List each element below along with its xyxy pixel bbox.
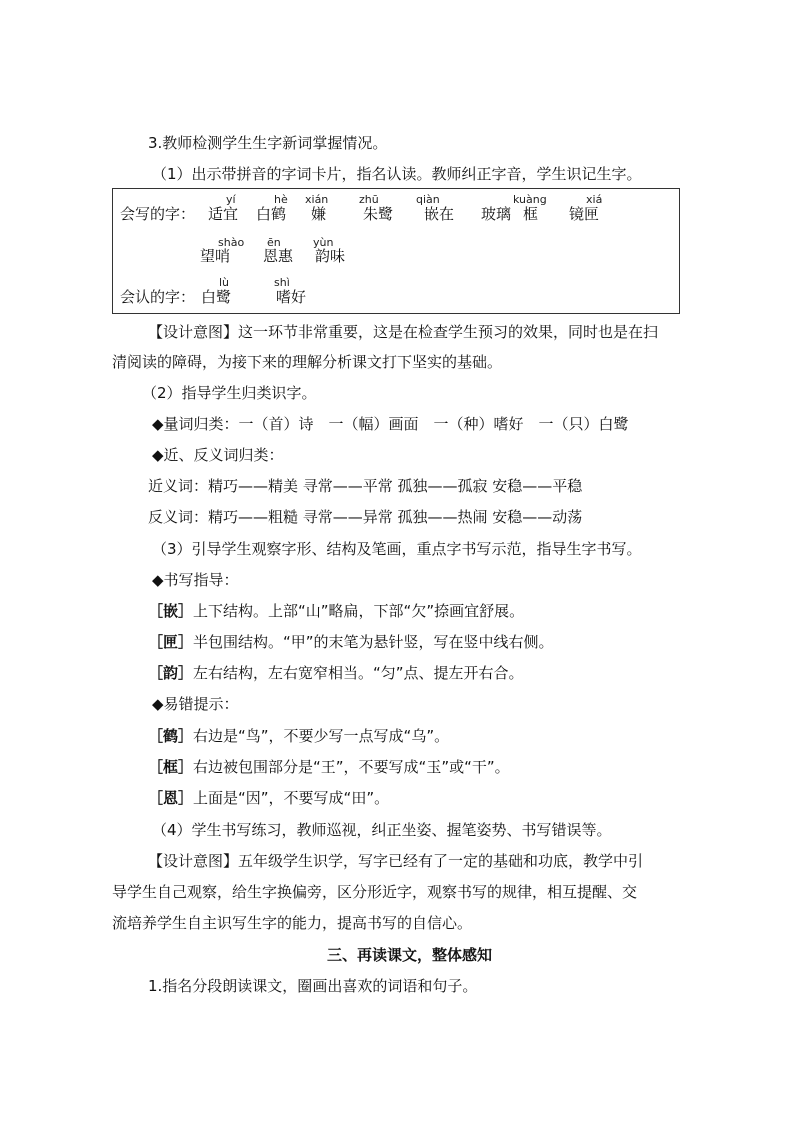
word: 镜匣: [569, 205, 600, 223]
step-3-heading: 3.教师检测学生生字新词掌握情况。: [148, 134, 388, 152]
pinyin: zhū: [359, 193, 379, 206]
write-label: 会写的字：: [120, 205, 196, 223]
guide-text: 左右结构，左右宽窄相当。“匀”点、提左开右合。: [193, 664, 524, 682]
step-3-text: （3）引导学生观察字形、结构及笔画，重点字书写示范，指导生字书写。: [152, 540, 642, 558]
error-char: ［鹤］: [148, 727, 194, 745]
pinyin: shì: [274, 276, 290, 289]
design-intent-2-line-1: 【设计意图】五年级学生识学，写字已经有了一定的基础和功底，教学中引: [148, 852, 644, 870]
design-intent-1-line-1: 【设计意图】这一环节非常重要，这是在检查学生预习的效果，同时也是在扫: [148, 323, 659, 341]
guide-item: [148, 632, 554, 652]
guide-char: ［匣］: [148, 633, 194, 651]
word: 嗜好: [276, 288, 307, 306]
step-1-reading: 1.指名分段朗读课文，圈画出喜欢的词语和句子。: [148, 977, 478, 995]
pinyin: qiàn: [416, 193, 440, 206]
writing-guide-heading: ◆书写指导：: [152, 571, 239, 589]
design-intent-1-line-2: 清阅读的障碍，为接下来的理解分析课文打下坚实的基础。: [112, 353, 503, 371]
word: 朱鹭: [363, 205, 394, 223]
word: 适宜: [208, 205, 239, 223]
synonym-antonym-heading: ◆近、反义词归类：: [152, 446, 284, 464]
pinyin: ēn: [267, 236, 281, 249]
pinyin: yí: [226, 193, 236, 206]
word: 恩惠: [263, 247, 294, 265]
measure-words-line: ◆量词归类：一（首）诗 一（幅）画面 一（种）嗜好 一（只）白鹭: [152, 415, 629, 433]
word: 玻璃: [481, 205, 512, 223]
error-tips-heading: ◆易错提示：: [152, 695, 239, 713]
step-1-text: （1）出示带拼音的字词卡片，指名认读。教师纠正字音，学生识记生字。: [152, 165, 642, 183]
error-char: ［框］: [148, 758, 194, 776]
word-card-box: [112, 188, 680, 314]
step-2-text: （2）指导学生归类识字。: [142, 384, 317, 402]
error-item: [148, 726, 449, 746]
section-heading: 三、再读课文，整体感知: [327, 946, 493, 964]
guide-item: [148, 663, 524, 683]
guide-item: [148, 601, 524, 621]
synonyms-line: 近义词：精巧——精美 寻常——平常 孤独——孤寂 安稳——平稳: [148, 477, 583, 495]
word: 白鹭: [201, 288, 232, 306]
pinyin: lù: [219, 276, 230, 289]
error-text: 右边被包围部分是“王”，不要写成“玉”或“干”。: [193, 758, 510, 776]
word: 韵味: [315, 247, 346, 265]
word: 白鹤: [256, 205, 287, 223]
word: 望哨: [200, 247, 231, 265]
word: 框: [523, 205, 539, 223]
error-char: ［恩］: [148, 789, 194, 807]
pinyin: shào: [218, 236, 245, 249]
step-4-text: （4）学生书写练习，教师巡视，纠正坐姿、握笔姿势、书写错误等。: [152, 821, 612, 839]
antonyms-line: 反义词：精巧——粗糙 寻常——异常 孤独——热闹 安稳——动荡: [148, 508, 583, 526]
word: 嵌在: [424, 205, 455, 223]
read-label: 会认的字：: [120, 288, 196, 306]
design-intent-2-line-2: 导学生自己观察，给生字换偏旁，区分形近字，观察书写的规律，相互提醒、交: [112, 883, 638, 901]
pinyin: kuàng: [513, 193, 547, 206]
pinyin: xiá: [586, 193, 603, 206]
error-item: [148, 788, 389, 808]
pinyin: xián: [305, 193, 329, 206]
error-text: 上面是“因”，不要写成“田”。: [193, 789, 390, 807]
pinyin: hè: [274, 193, 288, 206]
word: 嫌: [311, 205, 327, 223]
guide-text: 上下结构。上部“山”略扁，下部“欠”捺画宜舒展。: [193, 602, 525, 620]
design-intent-2-line-3: 流培养学生自主识写生字的能力，提高书写的自信心。: [112, 914, 473, 932]
pinyin: yùn: [313, 236, 334, 249]
error-item: [148, 757, 510, 777]
guide-char: ［嵌］: [148, 602, 194, 620]
guide-text: 半包围结构。“甲”的末笔为悬针竖，写在竖中线右侧。: [193, 633, 554, 651]
guide-char: ［韵］: [148, 664, 194, 682]
error-text: 右边是“鸟”，不要少写一点写成“乌”。: [193, 727, 450, 745]
